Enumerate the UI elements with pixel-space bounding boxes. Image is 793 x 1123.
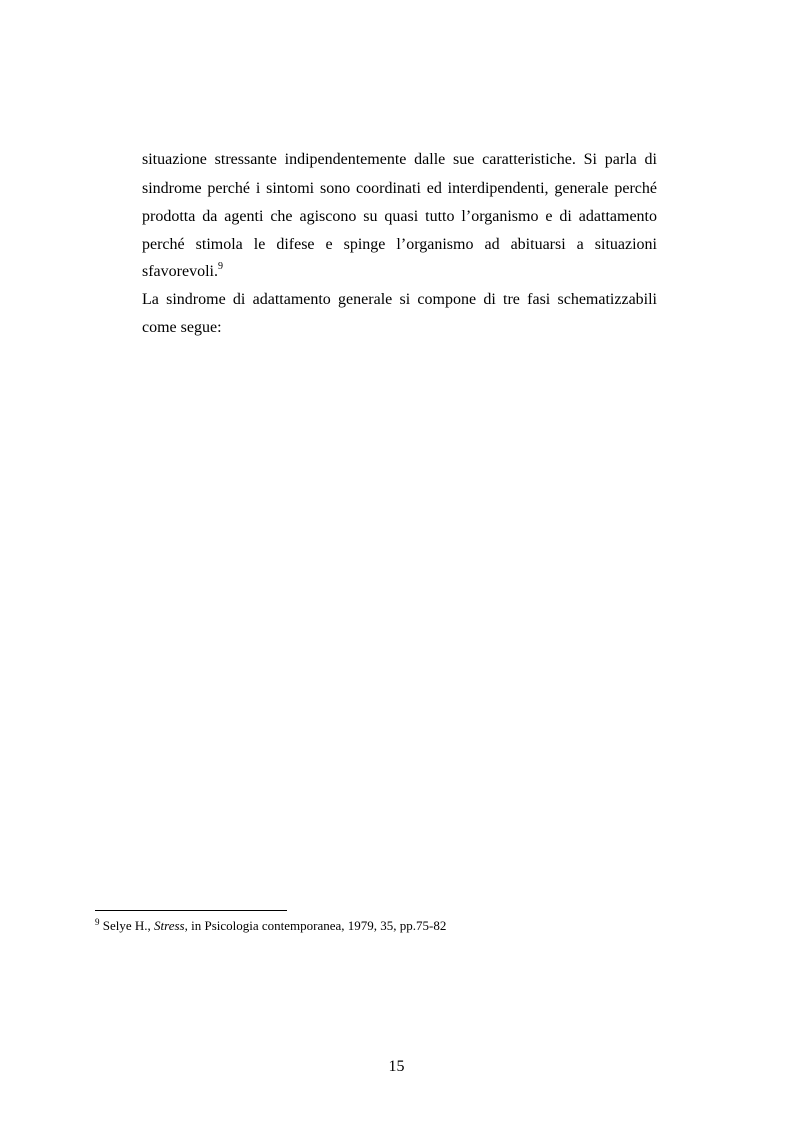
footnote-number: 9 [95, 917, 100, 927]
body-text-line: La sindrome di adattamento generale si compone di tre fasi schematizzabili [142, 291, 657, 308]
body-text-line: situazione stressante indipendentemente dalle sue caratteristiche. Si parla di [142, 151, 657, 168]
footnote-reference[interactable]: 9 [217, 261, 223, 272]
body-text-segment: sfavorevoli. [142, 263, 218, 280]
body-text-line: perché stimola le difese e spinge l’organismo ad abituarsi a situazioni [142, 236, 657, 253]
footnote-separator [95, 910, 287, 911]
body-text-line: prodotta da agenti che agiscono su quasi tutto l’organismo e di adattamento [142, 208, 657, 225]
footnote [95, 918, 446, 934]
page-number: 15 [388, 1058, 405, 1075]
footnote-author: Selye H., [102, 918, 155, 933]
body-text-line: come segue: [142, 319, 222, 336]
body-text-line: sindrome perché i sintomi sono coordinati ed interdipendenti, generale perché [142, 180, 657, 197]
footnote-citation: , in Psicologia contemporanea, 1979, 35, pp.75-82 [184, 918, 447, 933]
body-text-line [142, 262, 657, 282]
footnote-title: Stress [154, 918, 185, 933]
